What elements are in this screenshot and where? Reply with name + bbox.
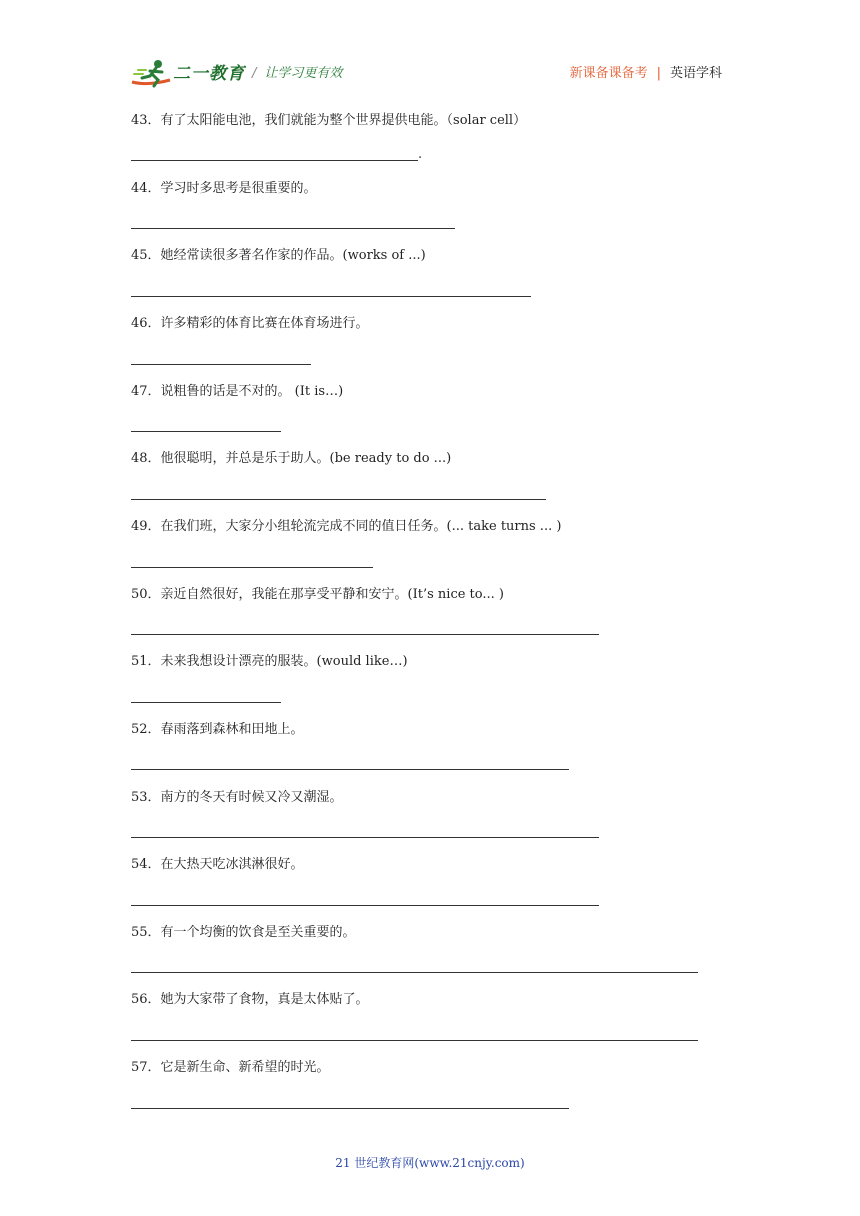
page-header bbox=[0, 0, 860, 92]
question-56: 56．她为大家带了食物，真是太体贴了。 bbox=[131, 992, 369, 1007]
answer-line-49[interactable] bbox=[131, 567, 373, 568]
question-53: 53．南方的冬天有时候又冷又潮湿。 bbox=[131, 790, 343, 805]
question-51: 51．未来我想设计漂亮的服装。(would like…) bbox=[131, 654, 408, 669]
question-43: 43．有了太阳能电池，我们就能为整个世界提供电能。（solar cell） bbox=[131, 113, 527, 128]
answer-end-mark-43: . bbox=[418, 147, 423, 162]
answer-line-55[interactable] bbox=[131, 972, 698, 973]
header-tag-course: 新课备课备考 bbox=[569, 66, 648, 81]
slogan-text: 让学习更有效 bbox=[264, 66, 343, 81]
question-49: 49．在我们班，大家分小组轮流完成不同的值日任务。(... take turns ... ) bbox=[131, 519, 562, 534]
question-50: 50．亲近自然很好，我能在那享受平静和安宁。(It’s nice to... ) bbox=[131, 587, 504, 602]
answer-line-54[interactable] bbox=[131, 905, 599, 906]
header-separator: | bbox=[656, 66, 661, 81]
question-46: 46．许多精彩的体育比赛在体育场进行。 bbox=[131, 316, 369, 331]
answer-line-47[interactable] bbox=[131, 431, 281, 432]
page-footer[interactable]: 21 世纪教育网(www.21cnjy.com) bbox=[335, 1156, 525, 1170]
question-48: 48．他很聪明，并总是乐于助人。(be ready to do ...) bbox=[131, 451, 452, 466]
answer-line-44[interactable] bbox=[131, 228, 455, 229]
answer-line-46[interactable] bbox=[131, 364, 311, 365]
question-54: 54．在大热天吃冰淇淋很好。 bbox=[131, 857, 304, 872]
question-52: 52．春雨落到森林和田地上。 bbox=[131, 722, 304, 737]
question-47: 47．说粗鲁的话是不对的。 (It is…) bbox=[131, 384, 344, 399]
answer-line-51[interactable] bbox=[131, 702, 281, 703]
question-57: 57．它是新生命、新希望的时光。 bbox=[131, 1060, 330, 1075]
answer-line-48[interactable] bbox=[131, 499, 546, 500]
header-tags bbox=[570, 62, 722, 81]
answer-line-53[interactable] bbox=[131, 837, 599, 838]
answer-line-56[interactable] bbox=[131, 1040, 698, 1041]
question-45: 45．她经常读很多著名作家的作品。(works of ...) bbox=[131, 248, 426, 263]
answer-line-45[interactable] bbox=[131, 296, 531, 297]
answer-line-43[interactable] bbox=[131, 160, 418, 161]
question-55: 55．有一个均衡的饮食是至关重要的。 bbox=[131, 925, 356, 940]
question-44: 44．学习时多思考是很重要的。 bbox=[131, 181, 317, 196]
slogan bbox=[252, 62, 342, 81]
answer-line-52[interactable] bbox=[131, 769, 569, 770]
answer-line-50[interactable] bbox=[131, 634, 599, 635]
slogan-slash: / bbox=[252, 66, 257, 81]
answer-line-57[interactable] bbox=[131, 1108, 569, 1109]
header-tag-subject: 英语学科 bbox=[669, 66, 722, 81]
logo-text: 二一教育 bbox=[173, 64, 245, 84]
